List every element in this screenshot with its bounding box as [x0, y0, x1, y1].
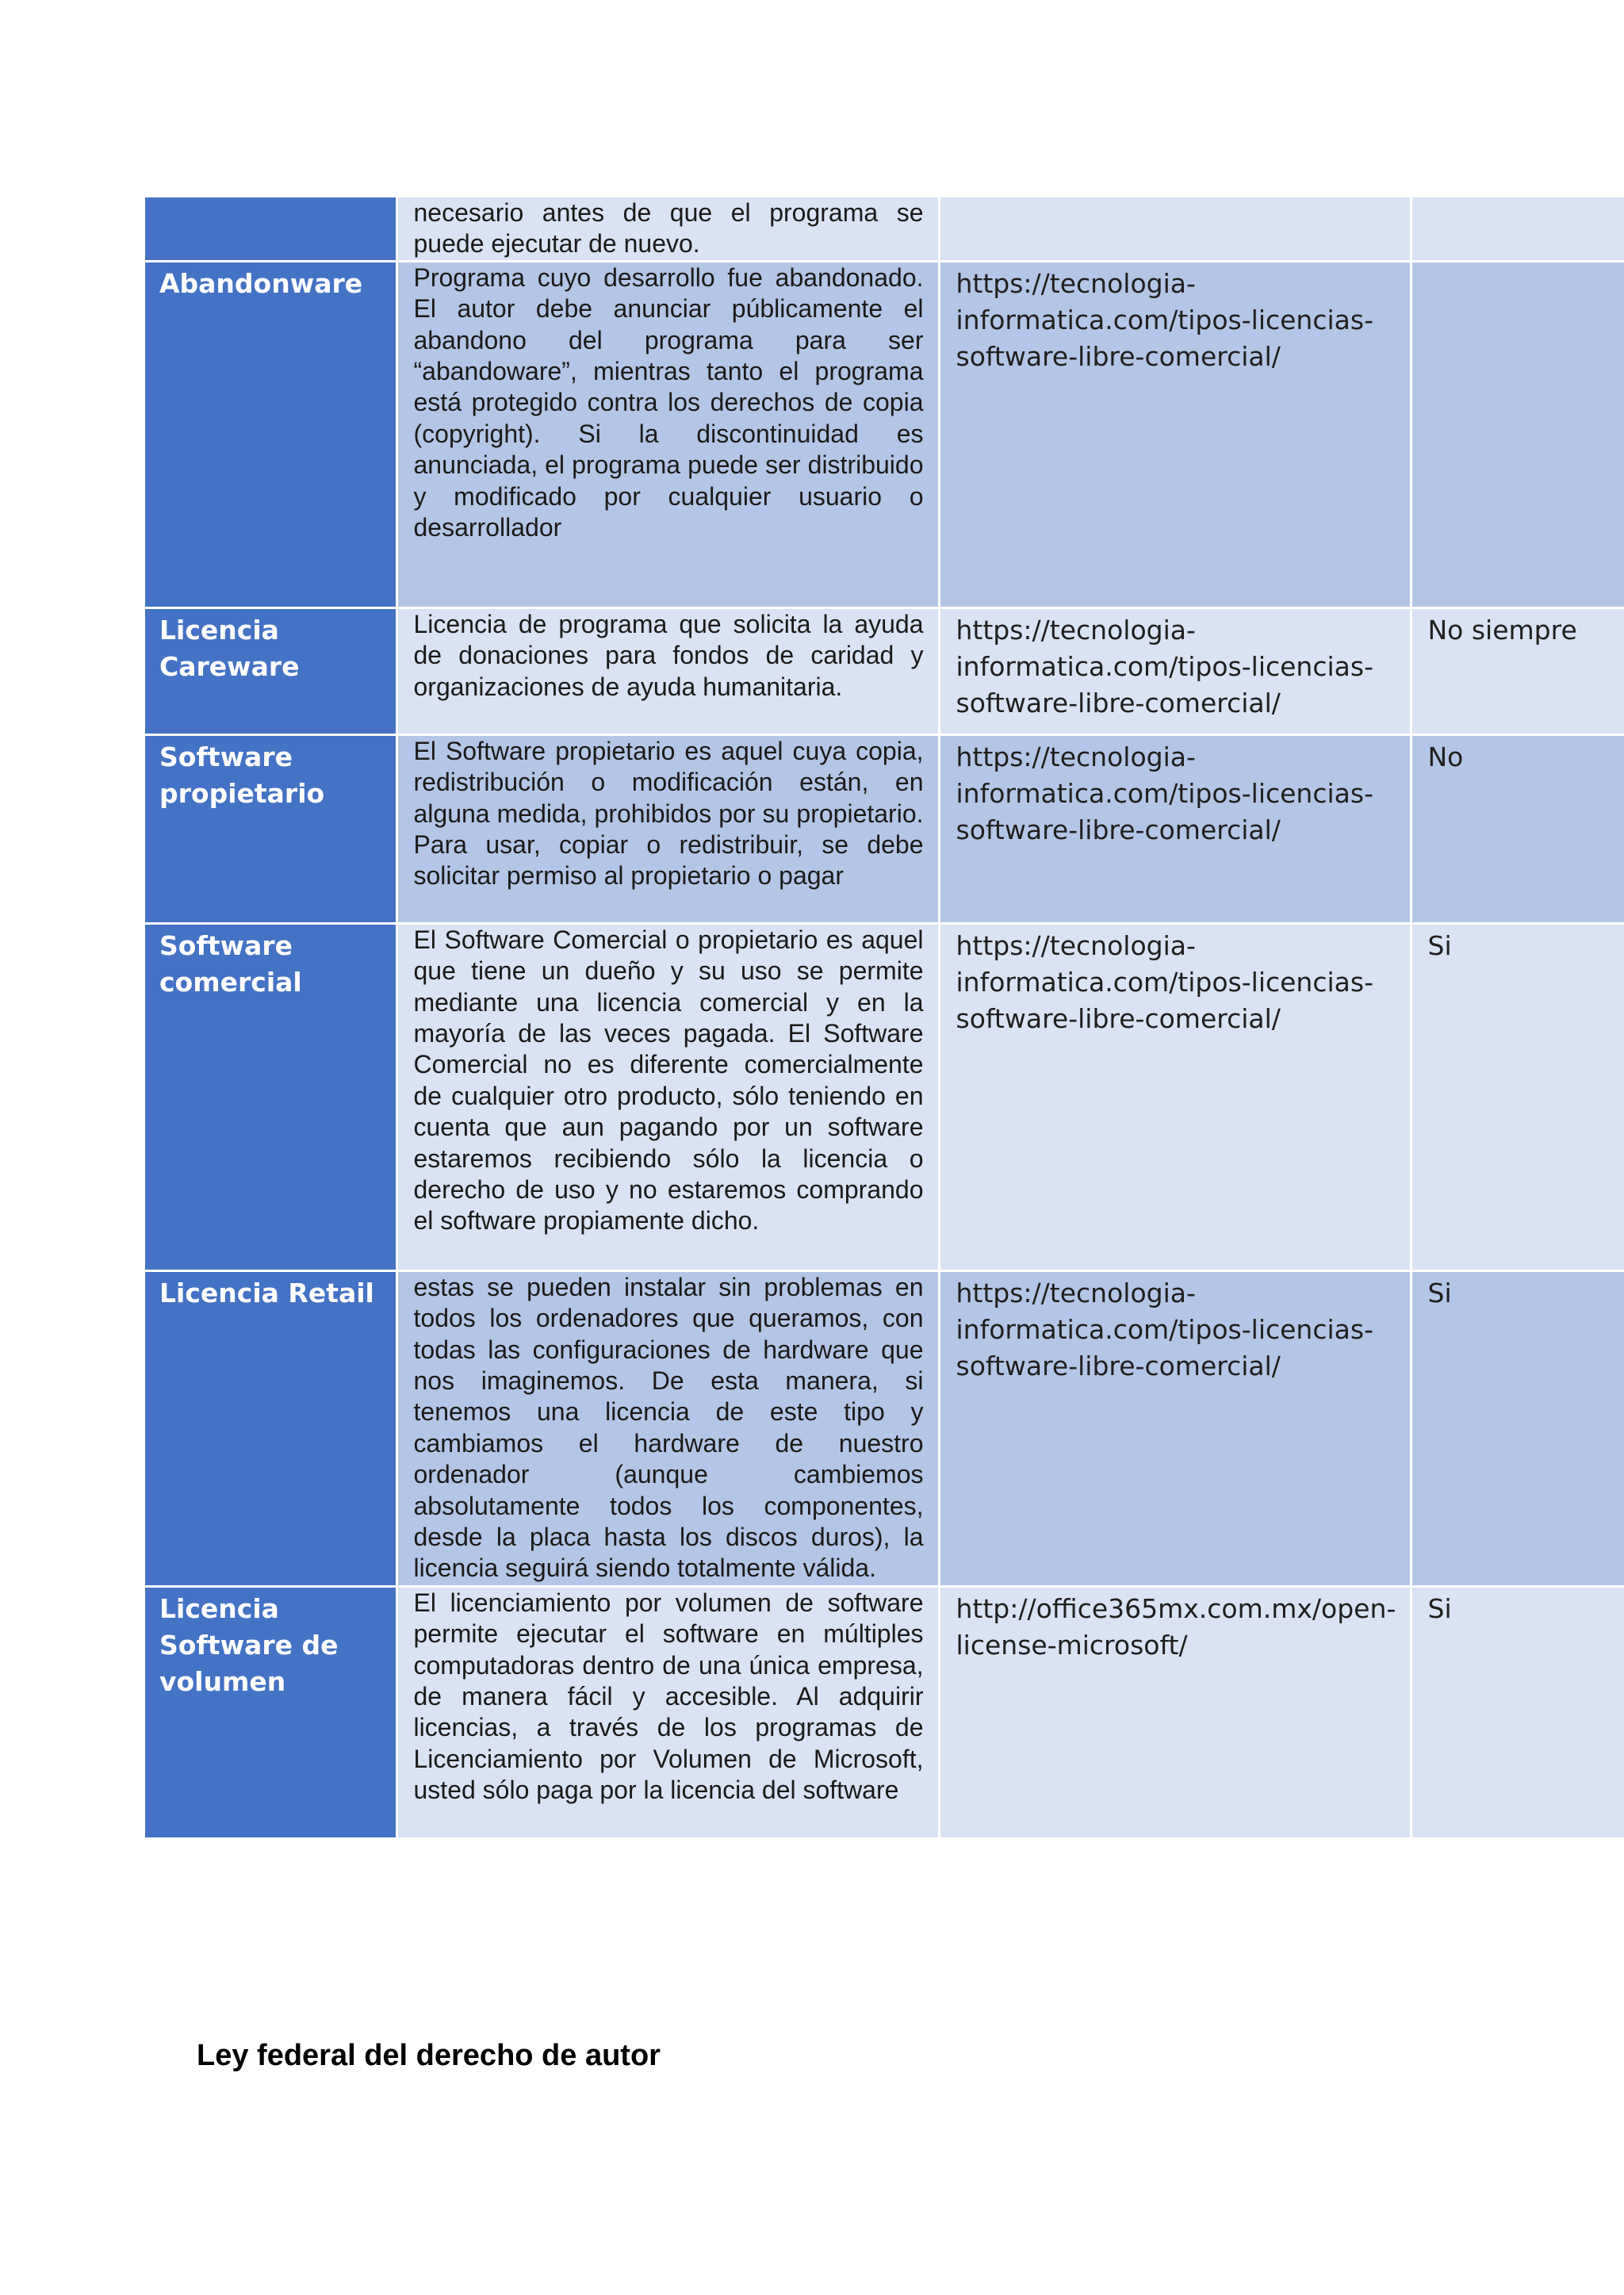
- commercial-use-cell: Si: [1411, 1586, 1624, 1838]
- commercial-use-cell: Si: [1411, 923, 1624, 1270]
- table-row: [145, 197, 1624, 261]
- license-name-cell: [145, 197, 396, 261]
- license-description-cell: estas se pueden instalar sin problemas en todos los ordenadores que queramos, con todas las configuraciones de hardware que nos imaginemos. De esta manera, si tenemos una licencia de este tipo y cambiamos el hardware de nuestro ordenador (aunque cambiemos absolutamente todos los componentes, desde la placa hasta los discos duros), la licencia seguirá siendo totalmente válida.: [396, 1270, 939, 1586]
- source-url-cell: [939, 197, 1411, 261]
- source-url-cell: https://tecnologia-informatica.com/tipos-licencias-software-libre-comercial/: [939, 261, 1411, 607]
- license-name-cell: Licencia Retail: [145, 1270, 396, 1586]
- license-types-table: [145, 197, 1624, 1840]
- commercial-use-cell: Si: [1411, 1270, 1624, 1586]
- table-row: [145, 607, 1624, 734]
- license-description-cell: necesario antes de que el programa se puede ejecutar de nuevo.: [396, 197, 939, 261]
- table-row: [145, 1586, 1624, 1838]
- license-name-cell: Software propietario: [145, 734, 396, 923]
- license-description-cell: El licenciamiento por volumen de software permite ejecutar el software en múltiples computadoras dentro de una única empresa, de manera fácil y accesible. Al adquirir licencias, a través de los programas de Licenciamiento por Volumen de Microsoft, usted sólo paga por la licencia del software: [396, 1586, 939, 1838]
- source-url-cell: https://tecnologia-informatica.com/tipos-licencias-software-libre-comercial/: [939, 607, 1411, 734]
- section-heading: Ley federal del derecho de autor: [197, 2039, 661, 2072]
- commercial-use-cell: No: [1411, 734, 1624, 923]
- source-url-cell: https://tecnologia-informatica.com/tipos-licencias-software-libre-comercial/: [939, 1270, 1411, 1586]
- license-description-cell: El Software propietario es aquel cuya copia, redistribución o modificación están, en alguna medida, prohibidos por su propietario. Para usar, copiar o redistribuir, se debe solicitar permiso al propietario o pagar: [396, 734, 939, 923]
- license-name-cell: Licencia Software de volumen: [145, 1586, 396, 1838]
- license-description-cell: Programa cuyo desarrollo fue abandonado. El autor debe anunciar públicamente el abandono del programa para ser “abandoware”, mientras tanto el programa está protegido contra los derechos de copia (copyright). Si la discontinuidad es anunciada, el programa puede ser distribuido y modificado por cualquier usuario o desarrollador: [396, 261, 939, 607]
- table-row: [145, 734, 1624, 923]
- table-row: [145, 923, 1624, 1270]
- license-name-cell: Licencia Careware: [145, 607, 396, 734]
- license-name-cell: Abandonware: [145, 261, 396, 607]
- commercial-use-cell: [1411, 261, 1624, 607]
- table-row: [145, 1270, 1624, 1586]
- commercial-use-cell: No siempre: [1411, 607, 1624, 734]
- commercial-use-cell: [1411, 197, 1624, 261]
- source-url-cell: https://tecnologia-informatica.com/tipos-licencias-software-libre-comercial/: [939, 734, 1411, 923]
- table-row: [145, 261, 1624, 607]
- source-url-cell: http://office365mx.com.mx/open-license-microsoft/: [939, 1586, 1411, 1838]
- license-description-cell: Licencia de programa que solicita la ayuda de donaciones para fondos de caridad y organizaciones de ayuda humanitaria.: [396, 607, 939, 734]
- license-name-cell: Software comercial: [145, 923, 396, 1270]
- source-url-cell: https://tecnologia-informatica.com/tipos-licencias-software-libre-comercial/: [939, 923, 1411, 1270]
- license-description-cell: El Software Comercial o propietario es aquel que tiene un dueño y su uso se permite mediante una licencia comercial y en la mayoría de las veces pagada. El Software Comercial no es diferente comercialmente de cualquier otro producto, sólo teniendo en cuenta que aun pagando por un software estaremos recibiendo sólo la licencia o derecho de uso y no estaremos comprando el software propiamente dicho.: [396, 923, 939, 1270]
